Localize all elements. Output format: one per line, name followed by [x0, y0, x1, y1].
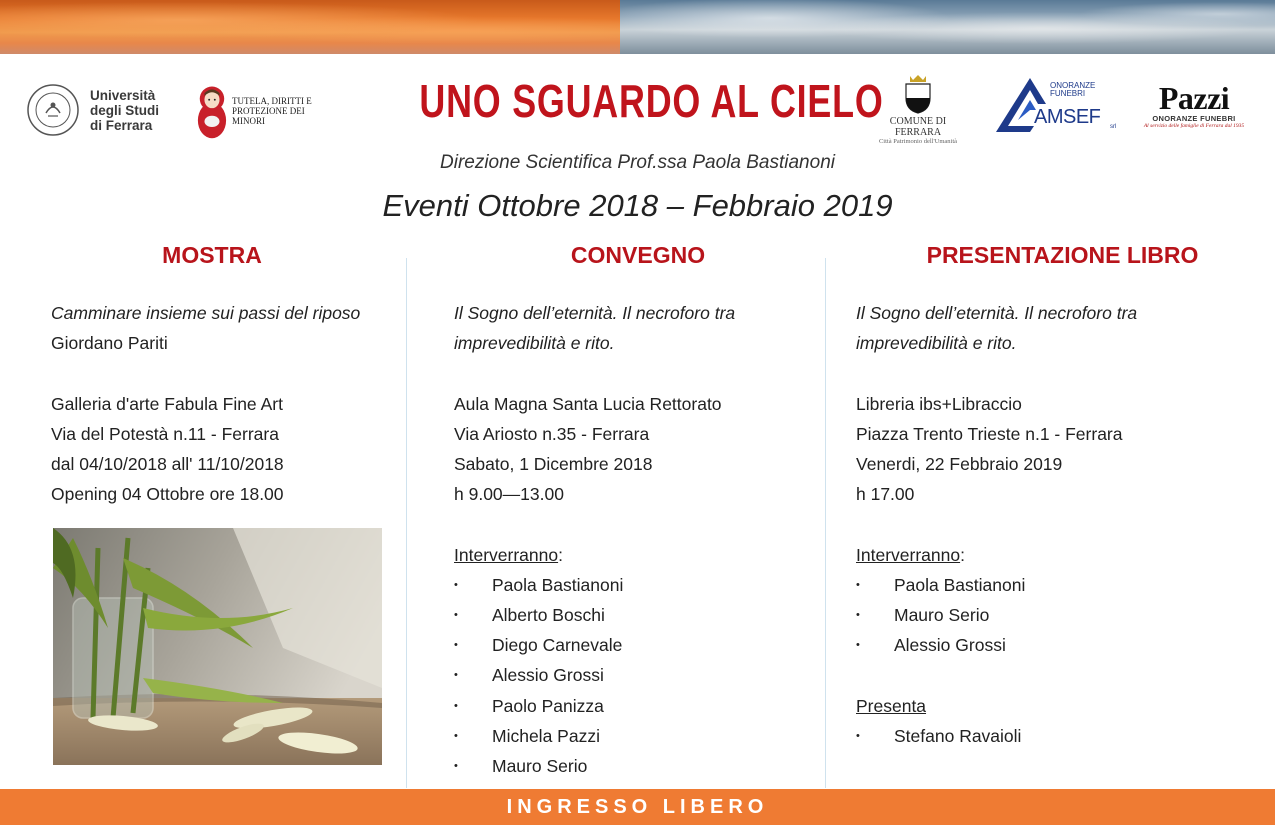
list-item: • Mauro Serio [454, 751, 824, 781]
scientific-direction: Direzione Scientifica Prof.ssa Paola Bastianoni [440, 152, 835, 173]
book-speakers-label: Interverranno: [856, 544, 965, 565]
list-item: • Mauro Serio [856, 600, 1256, 630]
exhibition-dates: dal 04/10/2018 all' 11/10/2018 [51, 454, 284, 474]
exhibition-author: Giordano Pariti [51, 333, 168, 354]
book-date: Venerdi, 22 Febbraio 2019 [856, 454, 1063, 474]
book-title-line2: imprevedibilità e rito. [856, 333, 1017, 354]
book-presenter-list [856, 721, 1256, 751]
conference-title-line2: imprevedibilità e rito. [454, 333, 615, 354]
ferrara-crest-icon [901, 72, 935, 114]
column-divider [825, 258, 826, 788]
exhibition-opening: Opening 04 Ottobre ore 18.00 [51, 484, 284, 505]
list-item: • Stefano Ravaioli [856, 721, 1256, 751]
book-address: Piazza Trento Trieste n.1 - Ferrara [856, 423, 1123, 444]
list-item: • Alberto Boschi [454, 600, 824, 630]
book-time: h 17.00 [856, 484, 915, 505]
events-period: Eventi Ottobre 2018 – Febbraio 2019 [382, 188, 893, 223]
tulip-photo [53, 528, 382, 765]
cloudy-sky-image [620, 0, 1275, 54]
book-venue: Libreria ibs+Libraccio [856, 393, 1022, 414]
mostra-column [0, 242, 410, 505]
list-item: • Paolo Panizza [454, 691, 824, 721]
exhibition-address: Via del Potestà n.11 - Ferrara [51, 423, 279, 444]
convegno-column [410, 242, 830, 777]
book-speakers-list [856, 570, 1256, 661]
exhibition-title: Camminare insieme sui passi del riposo [51, 303, 361, 323]
free-entry-banner: INGRESSO LIBERO [0, 789, 1275, 825]
conference-speakers-list [454, 570, 824, 781]
conference-date: Sabato, 1 Dicembre 2018 [454, 454, 653, 474]
pazzi-logo: Pazzi ONORANZE FUNEBRI Al servizio delle famiglie di Ferrara dal 1935 [1143, 80, 1245, 129]
list-item: • Paola Bastianoni [856, 570, 1256, 600]
column-divider [406, 258, 407, 788]
comune-ferrara-logo: COMUNE DI FERRARA Città Patrimonio dell'Umanità [868, 72, 968, 138]
tutela-text: TUTELA, DIRITTI E PROTEZIONE DEI MINORI [231, 96, 312, 126]
conference-speakers-label: Interverranno: [454, 544, 563, 565]
list-item: • Paola Bastianoni [454, 570, 824, 600]
list-item: • Alessio Grossi [454, 660, 824, 690]
book-presenter-label: Presenta [856, 695, 927, 716]
matryoshka-doll-icon [196, 81, 228, 141]
page-title: UNO SGUARDO AL CIELO [419, 75, 884, 127]
amsef-logo: ONORANZE FUNEBRI AMSEF srl [994, 76, 1122, 136]
tulip-still-life-image [53, 528, 382, 765]
conference-time: h 9.00—13.00 [454, 484, 564, 505]
list-item: • Alessio Grossi [856, 630, 1256, 660]
book-title-line1: Il Sogno dell’eternità. Il necroforo tra [856, 303, 1138, 323]
tutela-logo [196, 80, 326, 142]
libro-heading: PRESENTAZIONE LIBRO [926, 242, 1199, 268]
conference-venue: Aula Magna Santa Lucia Rettorato [454, 393, 722, 414]
libro-details [856, 298, 1256, 751]
libro-column [830, 242, 1275, 746]
unife-name: Università degli Studi di Ferrara [90, 87, 159, 133]
conference-address: Via Ariosto n.35 - Ferrara [454, 423, 650, 444]
mostra-heading: MOSTRA [162, 242, 262, 268]
list-item: • Michela Pazzi [454, 721, 824, 751]
conference-title-line1: Il Sogno dell’eternità. Il necroforo tra [454, 303, 736, 323]
sky-banner [0, 0, 1275, 54]
convegno-details [454, 298, 824, 781]
exhibition-venue: Galleria d'arte Fabula Fine Art [51, 393, 283, 414]
convegno-heading: CONVEGNO [570, 242, 706, 268]
sunset-sky-image [0, 0, 620, 54]
unife-logo [26, 80, 176, 140]
unife-seal-icon [26, 83, 80, 137]
mostra-details [51, 298, 401, 509]
list-item: • Diego Carnevale [454, 630, 824, 660]
